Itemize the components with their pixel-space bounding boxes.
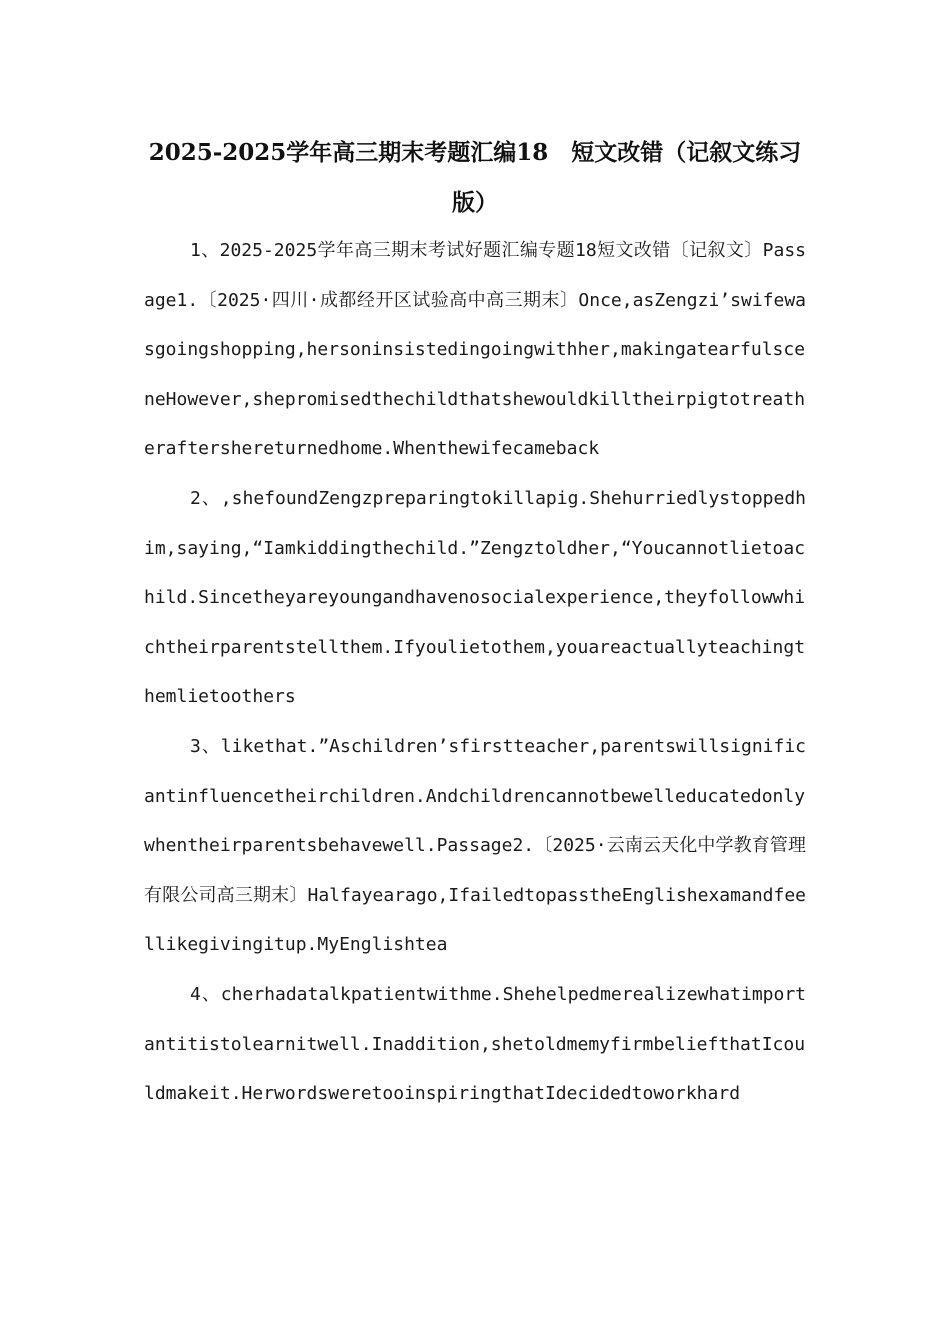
paragraph-2: 2、,shefoundZengzpreparingtokillapig.Shehurriedlystoppedhim,saying,“Iamkiddingthechild.”Zengztoldher,“Youcannotlietoachild.Sincetheyareyoungandhavenosocialexperience,theyfollowwhichtheirparentstellthem.Ifyoulietothem,youareactuallyteachingthemlietoothers [144, 487, 806, 708]
document-body [144, 226, 806, 1119]
paragraph-1: 1、2025-2025学年高三期末考试好题汇编专题18短文改错〔记叙文〕Passage1.〔2025·四川·成都经开区试验高中高三期末〕Once,asZengzi’swifewasgoingshopping,hersoninsistedingoingwithher,makingatearfulsceneHowever,shepromisedthechildthatshewouldkilltheirpigtotreatheraftershereturnedhome.Whenthewifecameback [144, 240, 806, 460]
document-title: 2025-2025学年高三期末考题汇编18 短文改错（记叙文练习版） [148, 139, 802, 216]
paragraph-3: 3、likethat.”Aschildren’sfirstteacher,parentswillsignificantinfluencetheirchildren.Andchildrencannotbewelleducatedonlywhentheirparentsbehavewell.Passage2.〔2025·云南云天化中学教育管理有限公司高三期末〕Halfayearago,IfailedtopasstheEnglishexamandfeellikegivingitup.MyEnglishtea [144, 735, 806, 956]
paragraph-4: 4、cherhadatalkpatientwithme.Shehelpedmerealizewhatimportantitistolearnitwell.Inaddition,shetoldmemyfirmbeliefthatIcouldmakeit.HerwordsweretooinspiringthatIdecidedtoworkhard [144, 983, 806, 1105]
